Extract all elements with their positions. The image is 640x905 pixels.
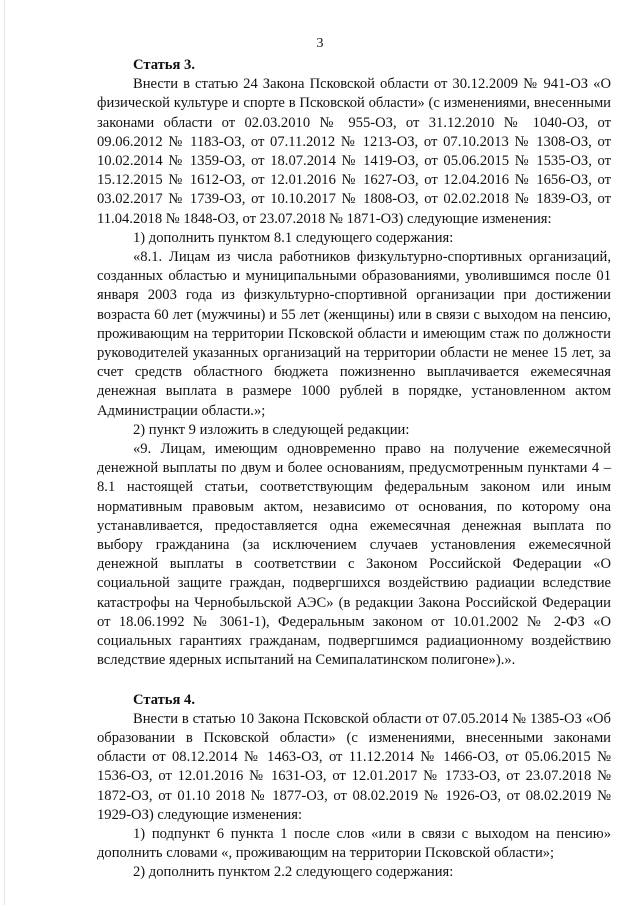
article-3-heading: Статья 3. xyxy=(133,57,195,73)
article-3-clause-9: «9. Лицам, имеющим одновременно право на получение ежемесячной денежной выплаты по двум и более основаниям, предусмотренным пунктами 4 – 8.1 настоящей статьи, соответствующим федеральным законом или иным нормативным правовым актом, независимо от основания, по которому она устанавливается, предоставляется одна ежемесячная денежная выплата по выбору гражданина (за исключением случаев установления ежемесячной денежной выплаты в соответствии с Законом Российской Федерации «О социальной защите граждан, подвергшихся воздействию радиации вследствие катастрофы на Чернобыльской АЭС» (в редакции Закона Российской Федерации от 18.06.1992 № 3061-1), Федеральным законом от 10.01.2002 № 2-ФЗ «О социальных гарантиях гражданам, подвергшимся радиационному воздействию вследствие ядерных испытаний на Семипалатинском полигоне»).». xyxy=(97,441,611,669)
document-body xyxy=(97,56,611,883)
section-gap xyxy=(97,671,611,691)
article-4-heading: Статья 4. xyxy=(133,691,195,708)
article-4-item-2: 2) дополнить пунктом 2.2 следующего содержания: xyxy=(133,864,454,881)
article-3 xyxy=(97,56,611,671)
article-3-clause-8-1: «8.1. Лицам из числа работников физкультурно-спортивных организаций, созданных областью и муниципальными образованиями, уволившимся после 01 января 2003 года из физкультурно-спортивной организации при достижении возраста 60 лет (мужчины) и 55 лет (женщины) или в связи с выходом на пенсию, проживающим на территории Псковской области и имеющим стаж по должности руководителей указанных организаций на территории области не менее 15 лет, за счет средств областного бюджета пожизненно выплачивается ежемесячная денежная выплата в размере 1000 рублей в порядке, установленном актом Администрации области.»; xyxy=(97,249,611,419)
article-4-intro: Внести в статью 10 Закона Псковской области от 07.05.2014 № 1385-ОЗ «Об образовании в Псковской области» (с изменениями, внесенными законами области от 08.12.2014 № 1463-ОЗ, от 11.12.2014 № 1466-ОЗ, от 05.06.2015 № 1536-ОЗ, от 12.01.2016 № 1631-ОЗ, от 12.01.2017 № 1733-ОЗ, от 23.07.2018 № 1872-ОЗ, от 01.10 2018 № 1877-ОЗ, от 08.02.2019 № 1926-ОЗ, от 08.02.2019 № 1929-ОЗ) следующие изменения: xyxy=(97,710,611,823)
page-number: 3 xyxy=(316,36,324,51)
scan-edge-line xyxy=(4,0,5,905)
article-3-intro: Внести в статью 24 Закона Псковской области от 30.12.2009 № 941-ОЗ «О физической культуре и спорте в Псковской области» (с изменениями, внесенными законами области от 02.03.2010 № 955-ОЗ, от 31.12.2010 № 1040-ОЗ, от 09.06.2012 № 1183-ОЗ, от 07.11.2012 № 1213-ОЗ, от 07.10.2013 № 1308-ОЗ, от 10.02.2014 № 1359-ОЗ, от 18.07.2014 № 1419-ОЗ, от 05.06.2015 № 1535-ОЗ, от 15.12.2015 № 1612-ОЗ, от 12.01.2016 № 1627-ОЗ, от 12.04.2016 № 1656-ОЗ, от 03.02.2017 № 1739-ОЗ, от 10.10.2017 № 1808-ОЗ, от 02.02.2018 № 1839-ОЗ, от 11.04.2018 № 1848-ОЗ, от 23.07.2018 № 1871-ОЗ) следующие изменения: xyxy=(97,76,611,227)
article-3-item-1: 1) дополнить пунктом 8.1 следующего содержания: xyxy=(133,229,454,246)
article-3-item-2: 2) пункт 9 изложить в следующей редакции: xyxy=(133,421,410,438)
article-4 xyxy=(97,691,611,883)
article-4-item-1: 1) подпункт 6 пункта 1 после слов «или в связи с выходом на пенсию» дополнить словами «, проживающим на территории Псковской области»; xyxy=(97,825,611,862)
